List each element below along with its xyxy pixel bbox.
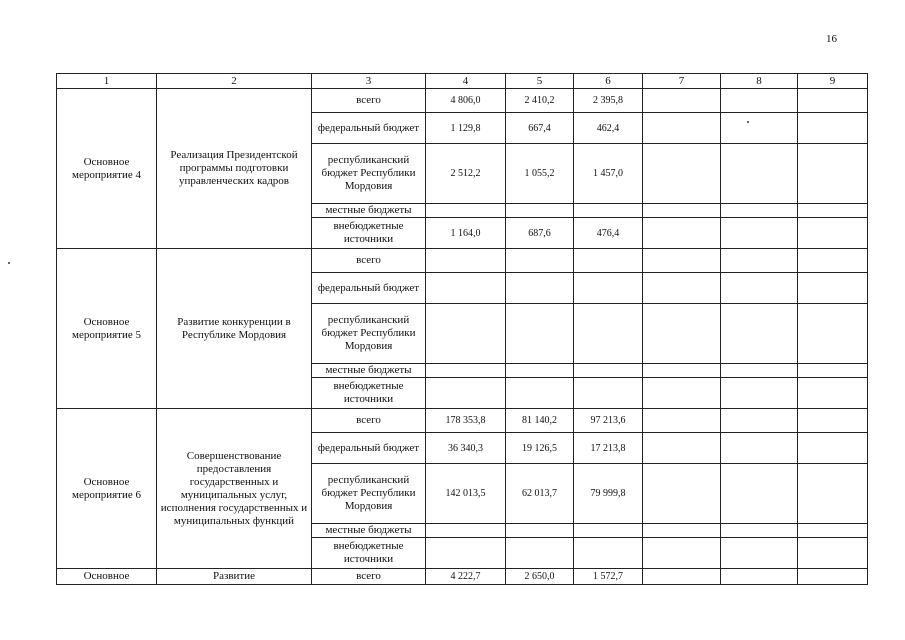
value-col6 bbox=[574, 524, 643, 538]
value-col4: 1 164,0 bbox=[426, 218, 506, 249]
value-col4 bbox=[426, 364, 506, 378]
funding-source: республиканский бюджет Республики Мордовия bbox=[312, 464, 426, 524]
value-col6 bbox=[574, 538, 643, 569]
value-col6: 97 213,6 bbox=[574, 409, 643, 433]
column-header: 5 bbox=[506, 74, 574, 89]
value-col5 bbox=[506, 304, 574, 364]
empty-cell bbox=[721, 304, 798, 364]
column-header: 9 bbox=[798, 74, 868, 89]
value-col5 bbox=[506, 364, 574, 378]
budget-table bbox=[56, 73, 868, 585]
value-col4 bbox=[426, 273, 506, 304]
funding-source: местные бюджеты bbox=[312, 524, 426, 538]
column-header: 8 bbox=[721, 74, 798, 89]
column-header: 3 bbox=[312, 74, 426, 89]
table-row bbox=[57, 89, 868, 113]
funding-source: внебюджетные источники bbox=[312, 378, 426, 409]
value-col4: 4 222,7 bbox=[426, 569, 506, 585]
empty-cell bbox=[643, 89, 721, 113]
value-col4 bbox=[426, 304, 506, 364]
value-col6: 2 395,8 bbox=[574, 89, 643, 113]
table-row bbox=[57, 569, 868, 585]
table-row bbox=[57, 249, 868, 273]
value-col6: 476,4 bbox=[574, 218, 643, 249]
empty-cell bbox=[721, 218, 798, 249]
empty-cell bbox=[643, 249, 721, 273]
empty-cell bbox=[798, 273, 868, 304]
empty-cell bbox=[798, 364, 868, 378]
value-col6: 1 572,7 bbox=[574, 569, 643, 585]
funding-source: всего bbox=[312, 409, 426, 433]
column-header: 4 bbox=[426, 74, 506, 89]
value-col5: 2 650,0 bbox=[506, 569, 574, 585]
empty-cell bbox=[643, 409, 721, 433]
value-col4 bbox=[426, 538, 506, 569]
empty-cell bbox=[643, 524, 721, 538]
value-col4: 178 353,8 bbox=[426, 409, 506, 433]
value-col5: 1 055,2 bbox=[506, 144, 574, 204]
empty-cell bbox=[643, 538, 721, 569]
empty-cell bbox=[643, 113, 721, 144]
value-col4 bbox=[426, 249, 506, 273]
empty-cell bbox=[721, 364, 798, 378]
empty-cell bbox=[721, 524, 798, 538]
measure-label: Основное мероприятие 5 bbox=[57, 249, 157, 409]
value-col5: 81 140,2 bbox=[506, 409, 574, 433]
value-col4: 36 340,3 bbox=[426, 433, 506, 464]
empty-cell bbox=[798, 464, 868, 524]
value-col4 bbox=[426, 524, 506, 538]
empty-cell bbox=[643, 144, 721, 204]
funding-source: всего bbox=[312, 89, 426, 113]
empty-cell bbox=[643, 218, 721, 249]
column-header: 2 bbox=[157, 74, 312, 89]
funding-source: всего bbox=[312, 569, 426, 585]
header-row bbox=[57, 74, 868, 89]
column-header: 1 bbox=[57, 74, 157, 89]
measure-name: Совершенствование предоставления государственных и муниципальных услуг, исполнения государственных и муниципальных функций bbox=[157, 409, 312, 569]
value-col5 bbox=[506, 204, 574, 218]
empty-cell bbox=[798, 204, 868, 218]
value-col6: 79 999,8 bbox=[574, 464, 643, 524]
empty-cell bbox=[798, 538, 868, 569]
measure-name: Развитие конкуренции в Республике Мордовия bbox=[157, 249, 312, 409]
empty-cell bbox=[721, 538, 798, 569]
value-col5: 19 126,5 bbox=[506, 433, 574, 464]
value-col6 bbox=[574, 304, 643, 364]
value-col6 bbox=[574, 273, 643, 304]
column-header: 7 bbox=[643, 74, 721, 89]
empty-cell bbox=[643, 304, 721, 364]
measure-label: Основное bbox=[57, 569, 157, 585]
empty-cell bbox=[721, 249, 798, 273]
empty-cell bbox=[643, 364, 721, 378]
value-col6: 462,4 bbox=[574, 113, 643, 144]
empty-cell bbox=[721, 378, 798, 409]
empty-cell bbox=[643, 433, 721, 464]
value-col5 bbox=[506, 524, 574, 538]
column-header: 6 bbox=[574, 74, 643, 89]
value-col4: 1 129,8 bbox=[426, 113, 506, 144]
value-col6 bbox=[574, 378, 643, 409]
empty-cell bbox=[721, 89, 798, 113]
value-col6 bbox=[574, 249, 643, 273]
empty-cell bbox=[798, 569, 868, 585]
value-col5 bbox=[506, 249, 574, 273]
measure-label: Основное мероприятие 4 bbox=[57, 89, 157, 249]
value-col5 bbox=[506, 273, 574, 304]
funding-source: местные бюджеты bbox=[312, 364, 426, 378]
funding-source: всего bbox=[312, 249, 426, 273]
value-col6 bbox=[574, 204, 643, 218]
value-col6: 1 457,0 bbox=[574, 144, 643, 204]
empty-cell bbox=[643, 378, 721, 409]
funding-source: внебюджетные источники bbox=[312, 538, 426, 569]
value-col6: 17 213,8 bbox=[574, 433, 643, 464]
value-col5: 62 013,7 bbox=[506, 464, 574, 524]
funding-source: республиканский бюджет Республики Мордовия bbox=[312, 304, 426, 364]
empty-cell bbox=[798, 89, 868, 113]
measure-label: Основное мероприятие 6 bbox=[57, 409, 157, 569]
empty-cell bbox=[798, 304, 868, 364]
stray-mark bbox=[8, 262, 10, 264]
value-col5 bbox=[506, 378, 574, 409]
empty-cell bbox=[721, 464, 798, 524]
measure-name: Развитие bbox=[157, 569, 312, 585]
empty-cell bbox=[798, 113, 868, 144]
table-row bbox=[57, 409, 868, 433]
value-col4: 4 806,0 bbox=[426, 89, 506, 113]
funding-source: федеральный бюджет bbox=[312, 113, 426, 144]
measure-name: Реализация Президентской программы подготовки управленческих кадров bbox=[157, 89, 312, 249]
empty-cell bbox=[721, 204, 798, 218]
value-col5 bbox=[506, 538, 574, 569]
value-col5: 687,6 bbox=[506, 218, 574, 249]
empty-cell bbox=[721, 113, 798, 144]
funding-source: федеральный бюджет bbox=[312, 273, 426, 304]
value-col5: 2 410,2 bbox=[506, 89, 574, 113]
funding-source: местные бюджеты bbox=[312, 204, 426, 218]
empty-cell bbox=[798, 433, 868, 464]
empty-cell bbox=[798, 249, 868, 273]
funding-source: внебюджетные источники bbox=[312, 218, 426, 249]
value-col6 bbox=[574, 364, 643, 378]
empty-cell bbox=[643, 273, 721, 304]
empty-cell bbox=[721, 144, 798, 204]
empty-cell bbox=[798, 524, 868, 538]
value-col4: 142 013,5 bbox=[426, 464, 506, 524]
empty-cell bbox=[721, 273, 798, 304]
empty-cell bbox=[721, 569, 798, 585]
funding-source: республиканский бюджет Республики Мордовия bbox=[312, 144, 426, 204]
empty-cell bbox=[798, 144, 868, 204]
empty-cell bbox=[798, 409, 868, 433]
value-col4 bbox=[426, 378, 506, 409]
empty-cell bbox=[643, 204, 721, 218]
empty-cell bbox=[798, 218, 868, 249]
empty-cell bbox=[721, 409, 798, 433]
page-number: 16 bbox=[826, 33, 837, 45]
empty-cell bbox=[643, 569, 721, 585]
value-col5: 667,4 bbox=[506, 113, 574, 144]
empty-cell bbox=[721, 433, 798, 464]
value-col4: 2 512,2 bbox=[426, 144, 506, 204]
empty-cell bbox=[798, 378, 868, 409]
value-col4 bbox=[426, 204, 506, 218]
empty-cell bbox=[643, 464, 721, 524]
funding-source: федеральный бюджет bbox=[312, 433, 426, 464]
